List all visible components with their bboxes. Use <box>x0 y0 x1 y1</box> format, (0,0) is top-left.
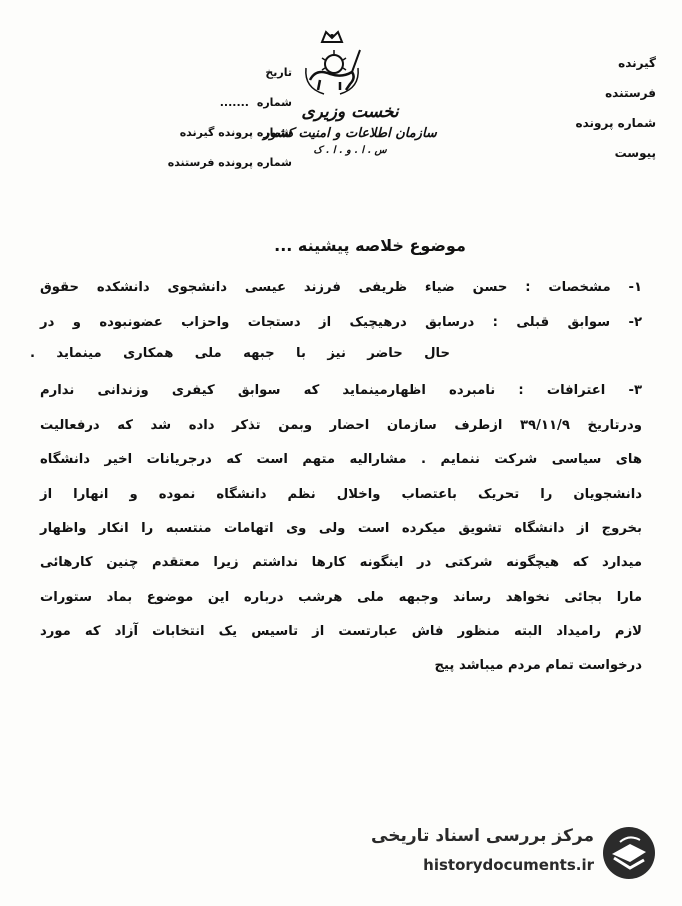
body-line: حال حاضر نیز با جبهه ملی همکاری مینماید . <box>30 346 450 361</box>
body-line: ۲- سوابق قبلی : درسابق درهیچیک از دستجات واحزاب عضونبوده و در <box>40 315 642 330</box>
footer-url: historydocuments.ir <box>423 856 594 874</box>
body-line: میدارد که هیچگونه شرکتی در اینگونه کارها نداشتم زیرا معتقدم چنین کارهائی <box>40 555 642 570</box>
receiver-label: گیرنده <box>618 56 656 70</box>
body-line: ۱- مشخصات : حسن ضیاء ظریفی فرزند عیسی دانشجوی دانشکده حقوق <box>40 280 642 295</box>
receiver-file-label: شماره پرونده گیرنده <box>179 126 292 139</box>
date-label: تاریخ <box>265 66 292 79</box>
sender-file-label: شماره پرونده فرستنده <box>167 156 292 169</box>
body-line: بخروج از دانشگاه تشویق میکرده است ولی وی اتهامات منتسبه را انکار واظهار <box>40 521 642 536</box>
body-line: لازم رامیداد البته منظور فاش عبارتست از تاسیس یک انتخابات آزاد که مورد <box>40 624 642 639</box>
body-line: مارا بجائی نخواهد رساند وجبهه ملی هرشب درباره این موضوع بماد ستورات <box>40 590 642 605</box>
sender-label: فرستنده <box>605 86 656 100</box>
body-line: ودرتاریخ ۳۹/۱۱/۹ ازطرف سازمان احضار وبمن تذکر داده شد که درفعالیت <box>40 418 642 433</box>
org-line-1: نخست وزیری <box>301 102 399 122</box>
date-row <box>112 58 292 88</box>
body-line: دانشجویان را تحریک باعتصاب واخلال نظم دانشگاه نموده و انهارا از <box>40 487 642 502</box>
document-center-logo-icon <box>600 824 658 882</box>
org-line-2: سازمان اطلاعات و امنیت کشور <box>263 126 437 141</box>
org-line-3: س . ا . و . ا . ک <box>313 145 387 156</box>
file-number-label: شماره پرونده <box>575 116 656 130</box>
header-right-block <box>506 48 656 168</box>
body-line: ۳- اعترافات : نامبرده اظهارمینماید که سوابق کیفری وزندانی ندارم <box>40 383 642 398</box>
footer-org-name: مرکز بررسی اسناد تاریخی <box>371 826 594 846</box>
history-documents-logo <box>371 820 666 886</box>
number-label: شماره <box>256 96 292 109</box>
lion-and-sun-emblem-icon <box>296 28 368 98</box>
attachment-label: پیوست <box>614 146 656 160</box>
body-line: درخواست تمام مردم میباشد پیج <box>434 658 642 673</box>
organization-title <box>250 100 450 158</box>
body-line: های سیاسی شرکت ننمایم . مشارالیه متهم است که درجریانات اخیر دانشگاه <box>40 452 642 467</box>
number-value: ....... <box>219 96 249 109</box>
subject-line: موضوع خلاصه پیشینه ... <box>274 236 466 255</box>
